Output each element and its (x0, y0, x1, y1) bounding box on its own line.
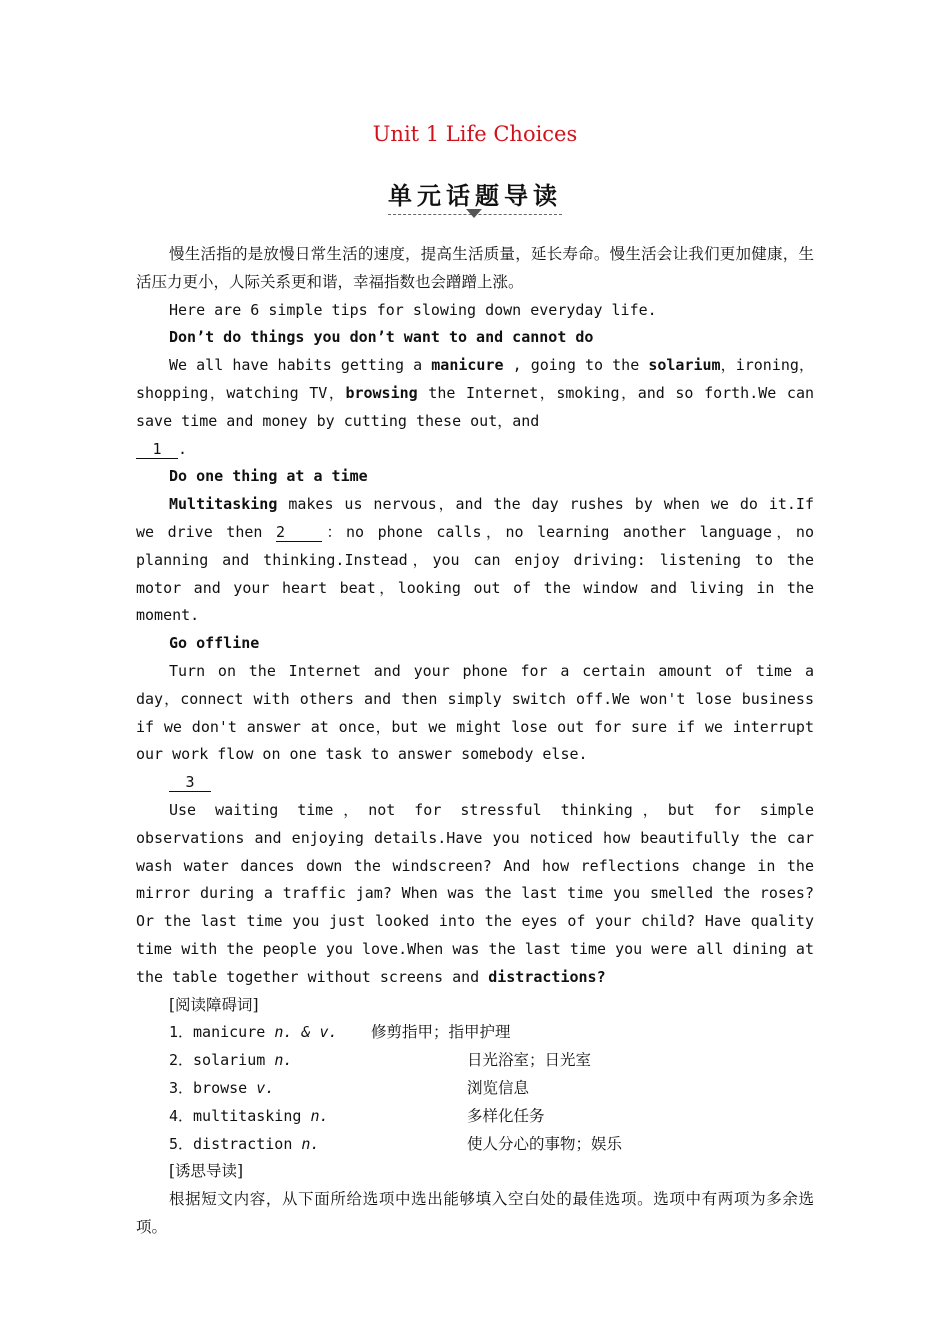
tip-heading-3: Go offline (169, 634, 260, 653)
text-run: Use waiting time，not for stressful thinking，but for simple observations and enjoying details.Have you noticed how beautifully the car wash water dances down the windscreen? And how reflections change in the mirror during a traffic jam? When was the last time you smelled the roses? Or the last time you just looked into the eyes of your child? Have quality time with the people you love.When was the last time you were all dining at the table together without screens and (136, 800, 814, 986)
vocab-number: 1． (169, 1023, 194, 1042)
blank-2: 2 (276, 523, 322, 542)
tip-heading-1: Don’t do things you don’t want to and cannot do (169, 328, 594, 347)
vocab-number: 2． (169, 1051, 194, 1070)
banner-text: 单元话题导读 (388, 176, 562, 215)
tip-paragraph-1 (136, 352, 814, 435)
intro-english: Here are 6 simple tips for slowing down everyday life. (169, 300, 657, 319)
article-body (136, 241, 814, 1242)
vocab-meaning: 多样化任务 (467, 1106, 545, 1125)
text-run: We all have habits getting a (169, 356, 432, 375)
tip-paragraph-3: Turn on the Internet and your phone for a certain amount of time a day，connect with others and then simply switch off.We won't lose business if we don't answer at once，but we might lose out for sure if we interrupt our work flow on one task to answer somebody else. (136, 661, 814, 764)
vocab-pos: n. & v. (274, 1023, 338, 1042)
vocab-item (136, 1019, 814, 1047)
vocab-item (136, 1103, 814, 1131)
keyword-browsing: browsing (345, 383, 418, 402)
vocab-pos: n. (301, 1134, 320, 1153)
guide-text: 根据短文内容，从下面所给选项中选出能够填入空白处的最佳选项。选项中有两项为多余选项。 (136, 1190, 814, 1236)
vocab-meaning: 使人分心的事物；娱乐 (467, 1134, 623, 1153)
keyword-distractions: distractions? (488, 967, 606, 986)
unit-title: Unit 1 Life Choices (372, 122, 578, 146)
text-run: ：no phone calls，no learning another language，no planning and thinking.Instead，you can enjoy driving: listening to the motor and your heart beat，looking out of the window and living in the moment. (136, 522, 814, 625)
vocab-item (136, 1075, 814, 1103)
vocab-meaning: 修剪指甲；指甲护理 (371, 1023, 511, 1042)
text-run: the Internet，smoking，and so forth.We can save time and money by cutting these out，and (136, 383, 815, 430)
tip-heading-2: Do one thing at a time (169, 467, 368, 486)
section-banner (380, 176, 570, 215)
vocab-word: distraction (193, 1134, 293, 1153)
blank-3: 3 (169, 773, 211, 792)
text-run: makes us nervous，and the day rushes by when we do it.If we drive then (136, 495, 814, 541)
keyword-multitasking: Multitasking (169, 495, 278, 514)
vocab-number: 3． (169, 1078, 194, 1097)
blank-1-period: . (178, 439, 188, 458)
vocab-pos: v. (256, 1078, 275, 1097)
banner-arrow-icon (466, 209, 482, 218)
vocab-meaning: 浏览信息 (467, 1078, 530, 1097)
vocab-heading: [阅读障碍词] (169, 995, 259, 1014)
vocab-number: 4． (169, 1106, 194, 1125)
text-run: ，ironing，shopping，watching TV， (136, 356, 814, 402)
intro-chinese: 慢生活指的是放慢日常生活的速度，提高生活质量，延长寿命。慢生活会让我们更加健康，生活压力更小，人际关系更和谐，幸福指数也会蹭蹭上涨。 (136, 245, 814, 291)
blank-line-1 (136, 436, 814, 464)
guide-heading: [诱思导读] (169, 1162, 244, 1181)
vocab-item (136, 1047, 814, 1075)
vocab-word: multitasking (193, 1106, 302, 1125)
tip-paragraph-2 (136, 491, 814, 630)
blank-1: 1 (136, 440, 178, 459)
tip-paragraph-4 (136, 797, 814, 992)
vocab-word: browse (193, 1078, 248, 1097)
vocab-item (136, 1131, 814, 1159)
vocab-pos: n. (310, 1106, 329, 1125)
keyword-manicure: manicure (431, 356, 504, 375)
text-run: , going to the (503, 356, 649, 375)
keyword-solarium: solarium (648, 356, 721, 375)
blank-line-3 (136, 769, 814, 797)
vocab-pos: n. (274, 1051, 293, 1070)
vocab-number: 5． (169, 1134, 194, 1153)
vocab-meaning: 日光浴室；日光室 (467, 1051, 592, 1070)
vocab-word: manicure (193, 1023, 266, 1042)
vocab-word: solarium (193, 1051, 266, 1070)
